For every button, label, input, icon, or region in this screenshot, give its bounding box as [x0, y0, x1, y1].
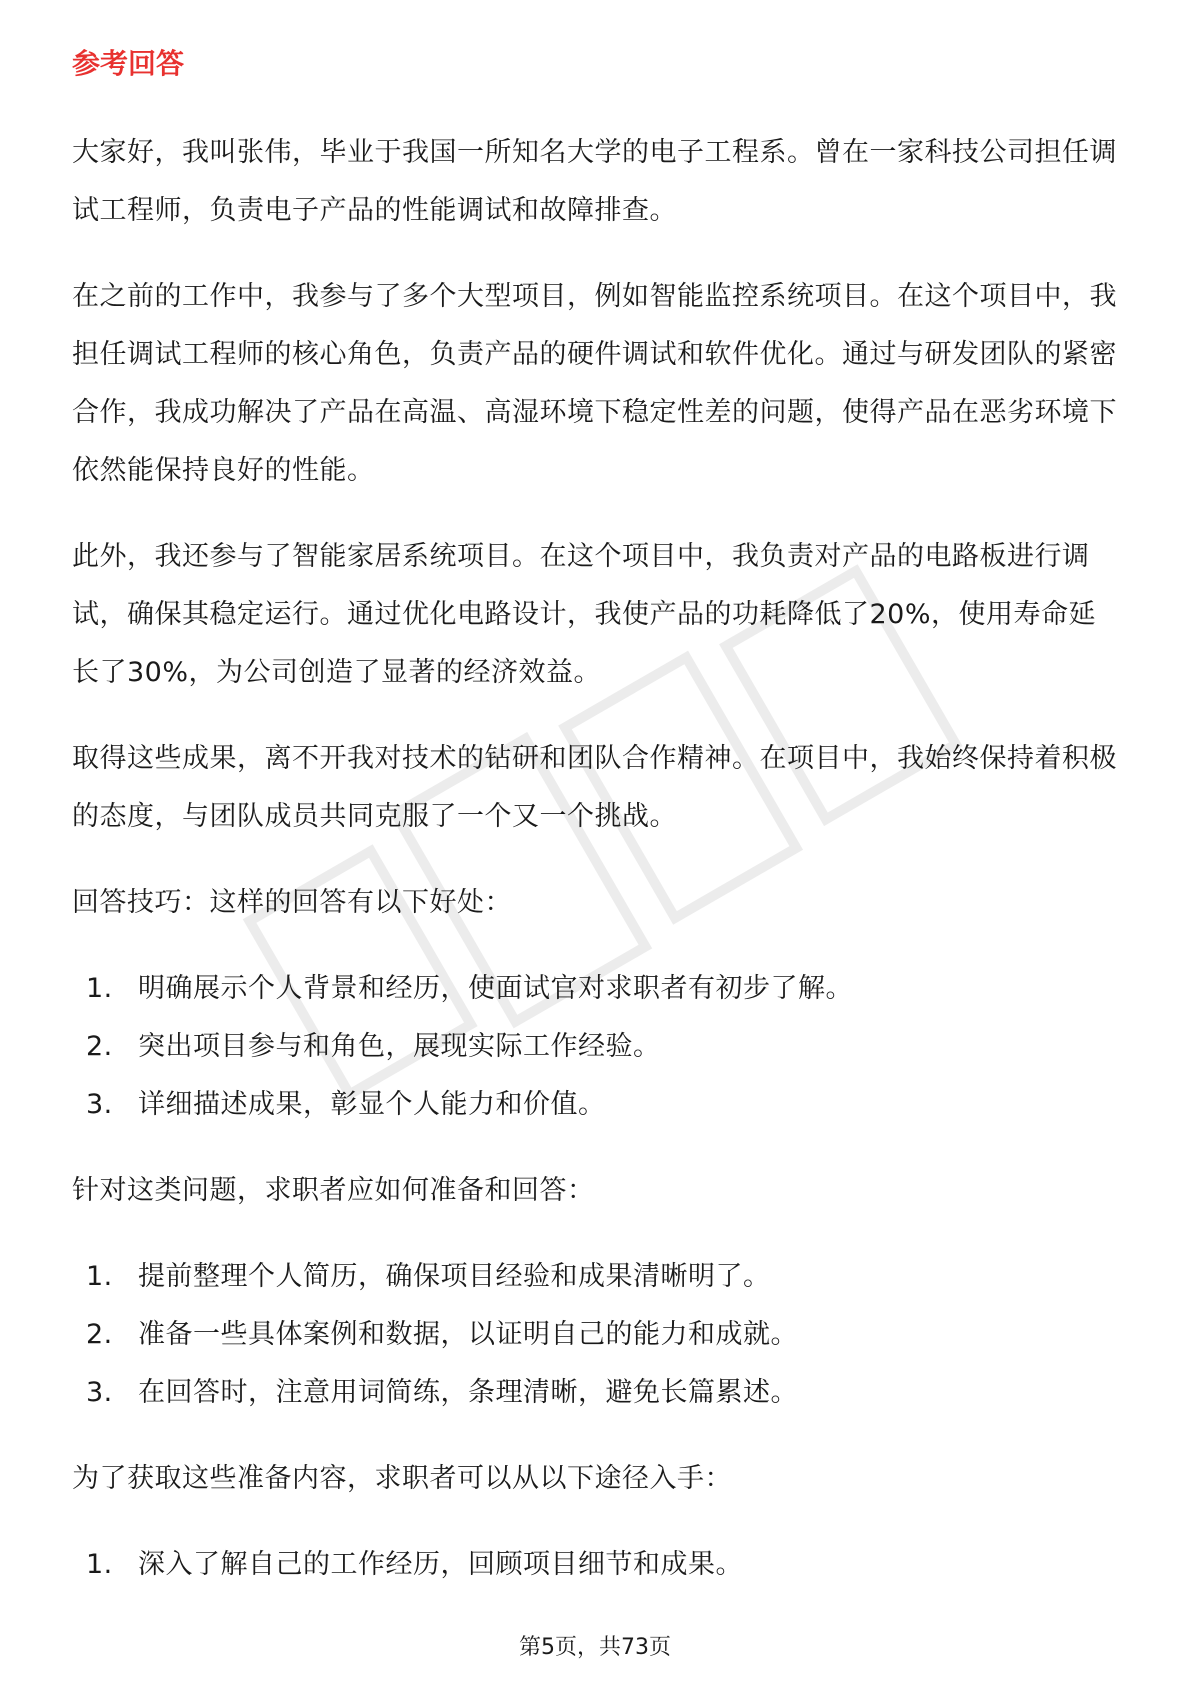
- list-number: 3.: [86, 1089, 113, 1120]
- sources-list: [72, 1536, 1122, 1594]
- list-item: [72, 1018, 1122, 1076]
- list-item: [72, 1364, 1122, 1422]
- list-item: [72, 960, 1122, 1018]
- sources-lead: 为了获取这些准备内容，求职者可以从以下途径入手：: [72, 1463, 732, 1494]
- list-number: 1.: [86, 973, 113, 1004]
- paragraph-summary: 取得这些成果，离不开我对技术的钻研和团队合作精神。在项目中，我始终保持着积极的态度，与团队成员共同克服了一个又一个挑战。: [72, 743, 1117, 832]
- list-text: 明确展示个人背景和经历，使面试官对求职者有初步了解。: [138, 973, 853, 1004]
- paragraph-project-1: 在之前的工作中，我参与了多个大型项目，例如智能监控系统项目。在这个项目中，我担任调试工程师的核心角色，负责产品的硬件调试和软件优化。通过与研发团队的紧密合作，我成功解决了产品在高温、高湿环境下稳定性差的问题，使得产品在恶劣环境下依然能保持良好的性能。: [72, 281, 1117, 486]
- tips-list: [72, 960, 1122, 1134]
- section-title: 参考回答: [72, 47, 185, 80]
- list-text: 在回答时，注意用词简练，条理清晰，避免长篇累述。: [138, 1377, 798, 1408]
- list-text: 提前整理个人简历，确保项目经验和成果清晰明了。: [138, 1261, 771, 1292]
- paragraph-project-2: 此外，我还参与了智能家居系统项目。在这个项目中，我负责对产品的电路板进行调试，确保其稳定运行。通过优化电路设计，我使产品的功耗降低了20%，使用寿命延长了30%，为公司创造了显著的经济效益。: [72, 541, 1097, 688]
- list-item: [72, 1076, 1122, 1134]
- list-item: [72, 1536, 1122, 1594]
- list-text: 详细描述成果，彰显个人能力和价值。: [138, 1089, 606, 1120]
- page-footer: 第5页，共73页: [519, 1635, 671, 1660]
- list-number: 1.: [86, 1549, 113, 1580]
- list-number: 2.: [86, 1319, 113, 1350]
- list-text: 突出项目参与和角色，展现实际工作经验。: [138, 1031, 661, 1062]
- list-number: 2.: [86, 1031, 113, 1062]
- paragraph-intro: 大家好，我叫张伟，毕业于我国一所知名大学的电子工程系。曾在一家科技公司担任调试工程师，负责电子产品的性能调试和故障排查。: [72, 137, 1117, 226]
- prepare-lead: 针对这类问题，求职者应如何准备和回答：: [72, 1175, 595, 1206]
- list-text: 准备一些具体案例和数据，以证明自己的能力和成就。: [138, 1319, 798, 1350]
- list-number: 1.: [86, 1261, 113, 1292]
- document-page: [72, 44, 1122, 1622]
- list-item: [72, 1248, 1122, 1306]
- tips-lead: 回答技巧：这样的回答有以下好处：: [72, 887, 512, 918]
- list-text: 深入了解自己的工作经历，回顾项目细节和成果。: [138, 1549, 743, 1580]
- list-number: 3.: [86, 1377, 113, 1408]
- prepare-list: [72, 1248, 1122, 1422]
- list-item: [72, 1306, 1122, 1364]
